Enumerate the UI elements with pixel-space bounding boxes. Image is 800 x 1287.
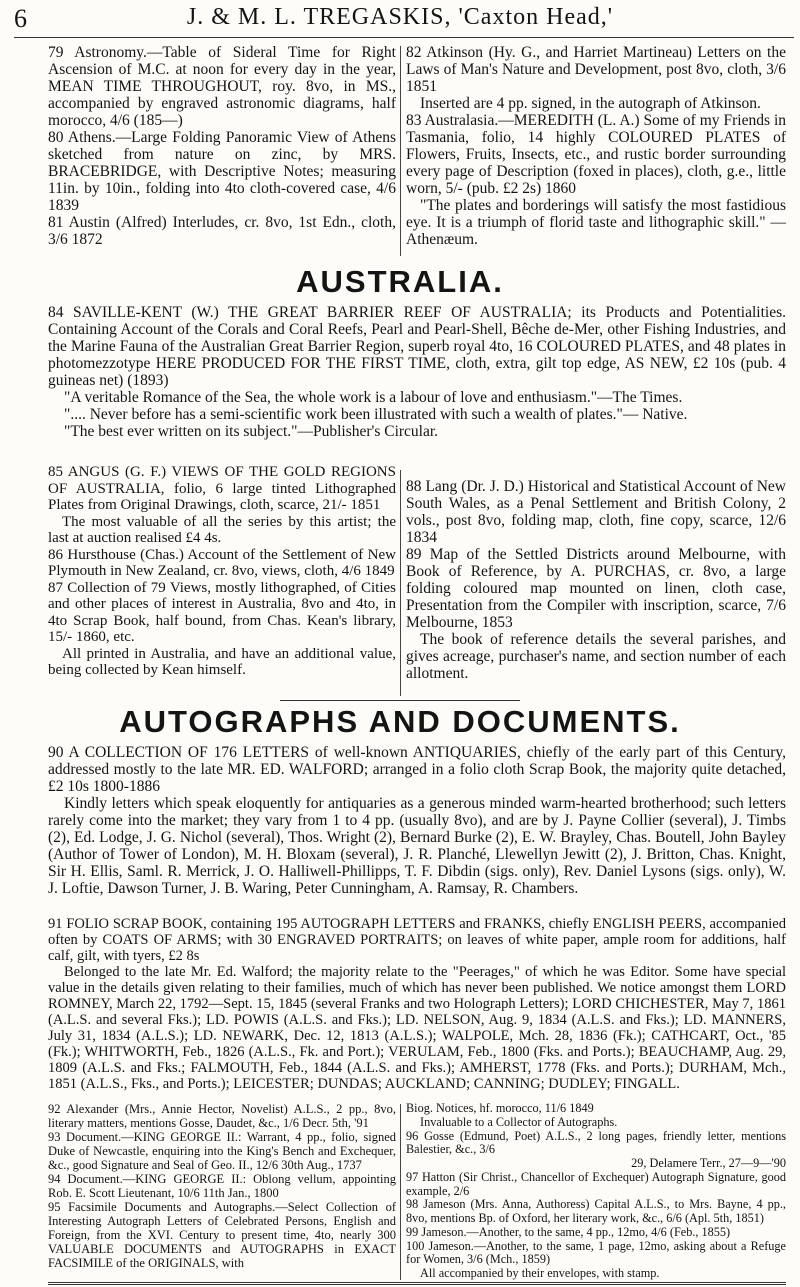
lot-84-quote-publisher: "The best ever written on its subject."—Publisher's Circular. [64,423,439,440]
lot-89: 89 Map of the Settled Districts around Melbourne, with Book of Reference, by A. PURCHAS, cr. 8vo, a large folding coloured map mounted on linen, cloth case, Presentation from the Compiler with inscription, scarce, 7/6 Melbourne, 1853 [406,546,786,631]
page-number: 6 [14,4,27,33]
column-divider [400,46,401,256]
lot-88: 88 Lang (Dr. J. D.) Historical and Statistical Account of New South Wales, as a Penal Settlement and British Colony, 2 vols., post 8vo, folding map, cloth, fine copy, scarce, 12/6 1834 [406,478,786,546]
lot-85: 85 ANGUS (G. F.) VIEWS OF THE GOLD REGIONS OF AUSTRALIA, folio, 6 large tinted Lithographed Plates from Original Drawings, cloth, scarce, 21/- 1851 [48,464,396,513]
lot-91: 91 FOLIO SCRAP BOOK, containing 195 AUTOGRAPH LETTERS and FRANKS, chiefly ENGLISH PEERS, accompanied often by COATS OF ARMS; with 30 ENGRAVED PORTRAITS; on leaves of white paper, ample room for additions, half calf, gilt, with tyers, £2 8s [48,916,786,964]
lot-90-note: Kindly letters which speak eloquently for antiquaries as a generous minded warm-hearted brotherhood; such letters rarely come into the market; they vary from 1 to 4 pp. (usually 8vo), and are by J. Payne Collier (several), J. Timbs (2), Ed. Lodge, J. G. Nichol (several), Thos. Wright (2), Bernard Burke (2), E. W. Brayley, Chas. Boutell, John Bayley (Author of Tower of London), M. H. Bloxam (several), J. R. Planché, Llewellyn Jewitt (2), J. Britton, Chas. Knight, Sir H. Ellis, Saml. R. Merrick, J. O. Halliwell-Phillipps, T. F. Dibdin (sigs. only), Rev. Daniel Lysons (sigs. only), W. J. Loftie, Dawson Turner, J. B. Waring, Peter Cunningham, A. Ramsay, R. Chambers. [48,795,786,897]
lot-84-quote-times: "A veritable Romance of the Sea, the whole work is a labour of love and enthusiasm."—The Times. [64,389,683,406]
lot-97: 97 Hatton (Sir Christ., Chancellor of Exchequer) Autograph Signature, good example, 2/6 [406,1169,786,1198]
lot-90-block [48,744,786,897]
australia-left-column [48,464,396,679]
lot-91-block [48,916,786,1092]
lot-85-note: The most valuable of all the series by this artist; the last at auction realised £4 4s. [48,513,396,546]
lot-95-note: Invaluable to a Collector of Autographs. [420,1114,618,1129]
lot-84-quote-native: ".... Never before has a semi-scientific work been illustrated with such a wealth of plates."— Native. [64,406,688,423]
footer-rule [48,1282,786,1285]
top-right-column [406,44,786,248]
autographs-right-column [406,1102,786,1281]
lot-93: 93 Document.—KING GEORGE II.: Warrant, 4 pp., folio, signed Duke of Newcastle, enquiring into the King's Bench and Exchequer, &c., good Signature and Seal of Geo. II., 12/6 30th Aug., 1737 [48,1130,396,1172]
lot-91-note: Belonged to the late Mr. Ed. Walford; the majority relate to the "Peerages," of which he was Editor. Some have special value in the details given relating to their families, much of which has never been published. We notice amongst them LORD ROMNEY, March 22, 1792—Sept. 15, 1845 (several Franks and two Holograph Letters); LORD CHICHESTER, May 7, 1861 (A.L.S. and several Fks.); LD. POWIS (A.L.S. and Fks.); LD. NELSON, Aug. 9, 1834 (A.L.S. and Fks.); LD. MANNERS, July 31, 1834 (A.L.S.); LD. NEWARK, Dec. 12, 1813 (A.L.S.); WALPOLE, Mch. 28, 1836 (Fk.); CATHCART, Oct., '85 (Fk.); WHITWORTH, Feb., 1826 (A.L.S., Fk. and Port.); VERULAM, Feb., 1800 (Fks. and Ports.); BEAUCHAMP, Aug. 29, 1809 (A.L.S. and Fks.; FALMOUTH, Feb., 1844 (A.L.S. and Fks.); AMHERST, 1778 (Fks. and Ports.); DURHAM, Mch., 1851 (A.L.S., Fks., and Ports.); LEICESTER; DUNDAS; AUCKLAND; CANNING; DUDLEY; FINGALL. [48,964,786,1092]
lot-87: 87 Collection of 79 Views, mostly lithographed, of Cities and other places of interest in Australia, 8vo and 4to, in 4to Scrap Book, half bound, from Chas. Kean's library, 15/- 1860, etc. [48,579,396,645]
top-left-column [48,44,396,248]
lot-90: 90 A COLLECTION OF 176 LETTERS of well-known ANTIQUARIES, chiefly of the early part of this Century, addressed mostly to the late MR. ED. WALFORD; arranged in a folio cloth Scrap Book, the majority quite detached, £2 10s 1800-1886 [48,744,786,795]
lot-81: 81 Austin (Alfred) Interludes, cr. 8vo, 1st Edn., cloth, 3/6 1872 [48,214,396,248]
lot-99: 99 Jameson.—Another, to the same, 4 pp., 12mo, 4/6 (Feb., 1855) [406,1224,731,1239]
lot-87-note: All printed in Australia, and have an additional value, being collected by Kean himself. [48,645,396,678]
lot-83-quote: "The plates and borderings will satisfy the most fastidious eye. It is a triumph of florid taste and lithographic skill." — Athenæum. [406,197,786,248]
header-rule [14,37,794,38]
lot-84: 84 SAVILLE-KENT (W.) THE GREAT BARRIER REEF OF AUSTRALIA; its Products and Potentialities. Containing Account of the Corals and Coral Reefs, Pearl and Pearl-Shell, Bêche de-Mer, other Fishing Industries, and the Marine Fauna of the Australian Great Barrier Region, superb royal 4to, 16 COLOURED PLATES, and 48 plates in photomezzotype HERE PRODUCED FOR THE FIRST TIME, cloth, extra, gilt top edge, AS NEW, £2 10s (pub. 4 guineas net) (1893) [48,304,786,389]
section-heading-australia: AUSTRALIA. [296,264,504,299]
lot-82: 82 Atkinson (Hy. G., and Harriet Martineau) Letters on the Laws of Man's Nature and Development, post 8vo, cloth, 3/6 1851 [406,44,786,95]
lot-92: 92 Alexander (Mrs., Annie Hector, Novelist) A.L.S., 2 pp., 8vo, literary matters, mentions Gosse, Daudet, &c., 1/6 Decr. 5th, '91 [48,1102,396,1130]
lot-94: 94 Document.—KING GEORGE II.: Oblong vellum, appointing Rob. E. Scott Lieutenant, 10/6 11th Jan., 1800 [48,1172,396,1200]
lot-82-note: Inserted are 4 pp. signed, in the autograph of Atkinson. [420,95,761,112]
column-divider [400,470,401,696]
lot-86: 86 Hursthouse (Chas.) Account of the Settlement of New Plymouth in New Zealand, cr. 8vo, views, cloth, 4/6 1849 [48,546,396,579]
lot-98: 98 Jameson (Mrs. Anna, Authoress) Capital A.L.S., to Mrs. Bayne, 4 pp., 8vo, mentions Bp. of Oxford, her literary work, &c., 6/6 (Apl. 5th, 1851) [406,1197,786,1225]
lot-83: 83 Australasia.—MEREDITH (L. A.) Some of my Friends in Tasmania, folio, 14 highly COLOURED PLATES of Flowers, Fruits, Insects, etc., and rustic border surrounding every page of Description (foxed in places), cloth, g.e., little worn, 5/- (pub. £2 2s) 1860 [406,112,786,197]
lot-79: 79 Astronomy.—Table of Sideral Time for Right Ascension of M.C. at noon for every day in the year, MEAN TIME THROUGHOUT, roy. 8vo, in MS., accompanied by engraved astronomic diagrams, half morocco, 4/6 (185—) [48,44,396,129]
column-divider [400,1104,401,1280]
lot-95: 95 Facsimile Documents and Autographs.—Select Collection of Interesting Autograph Letters of Celebrated Persons, English and Foreign, from the XVI. Century to present time, 4to, nearly 300 VALUABLE DOCUMENTS and AUTOGRAPHS in EXACT FACSIMILE of the ORIGINALS, with [48,1200,396,1270]
section-rule [280,700,520,701]
australia-right-column [406,478,786,682]
lot-95-continued: Biog. Notices, hf. morocco, 11/6 1849 [406,1101,594,1115]
autographs-left-column [48,1102,396,1270]
lot-96: 96 Gosse (Edmund, Poet) A.L.S., 2 long pages, friendly letter, mentions Balestier, &c., 3/6 [406,1128,786,1157]
page-header [0,0,800,40]
running-title: J. & M. L. TREGASKIS, 'Caxton Head,' [186,4,614,30]
lot-89-note: The book of reference details the several parishes, and gives acreage, purchaser's name, and section number of each allotment. [406,631,786,682]
lot-80: 80 Athens.—Large Folding Panoramic View of Athens sketched from nature on zinc, by MRS. BRACEBRIDGE, with Descriptive Notes; measuring 11in. by 10in., folding into 4to cloth-covered case, 4/6 1839 [48,129,396,214]
section-heading-autographs: AUTOGRAPHS AND DOCUMENTS. [119,704,681,739]
lot-100-note: All accompanied by their envelopes, with stamp. [420,1266,660,1280]
lot-84-block [48,304,786,440]
lot-96-date: 29, Delamere Terr., 27—9—'90 [631,1156,786,1170]
lot-100: 100 Jameson.—Another, to the same, 1 page, 12mo, asking about a Refuge for Women, 3/6 (Mch., 1859) [406,1238,786,1267]
